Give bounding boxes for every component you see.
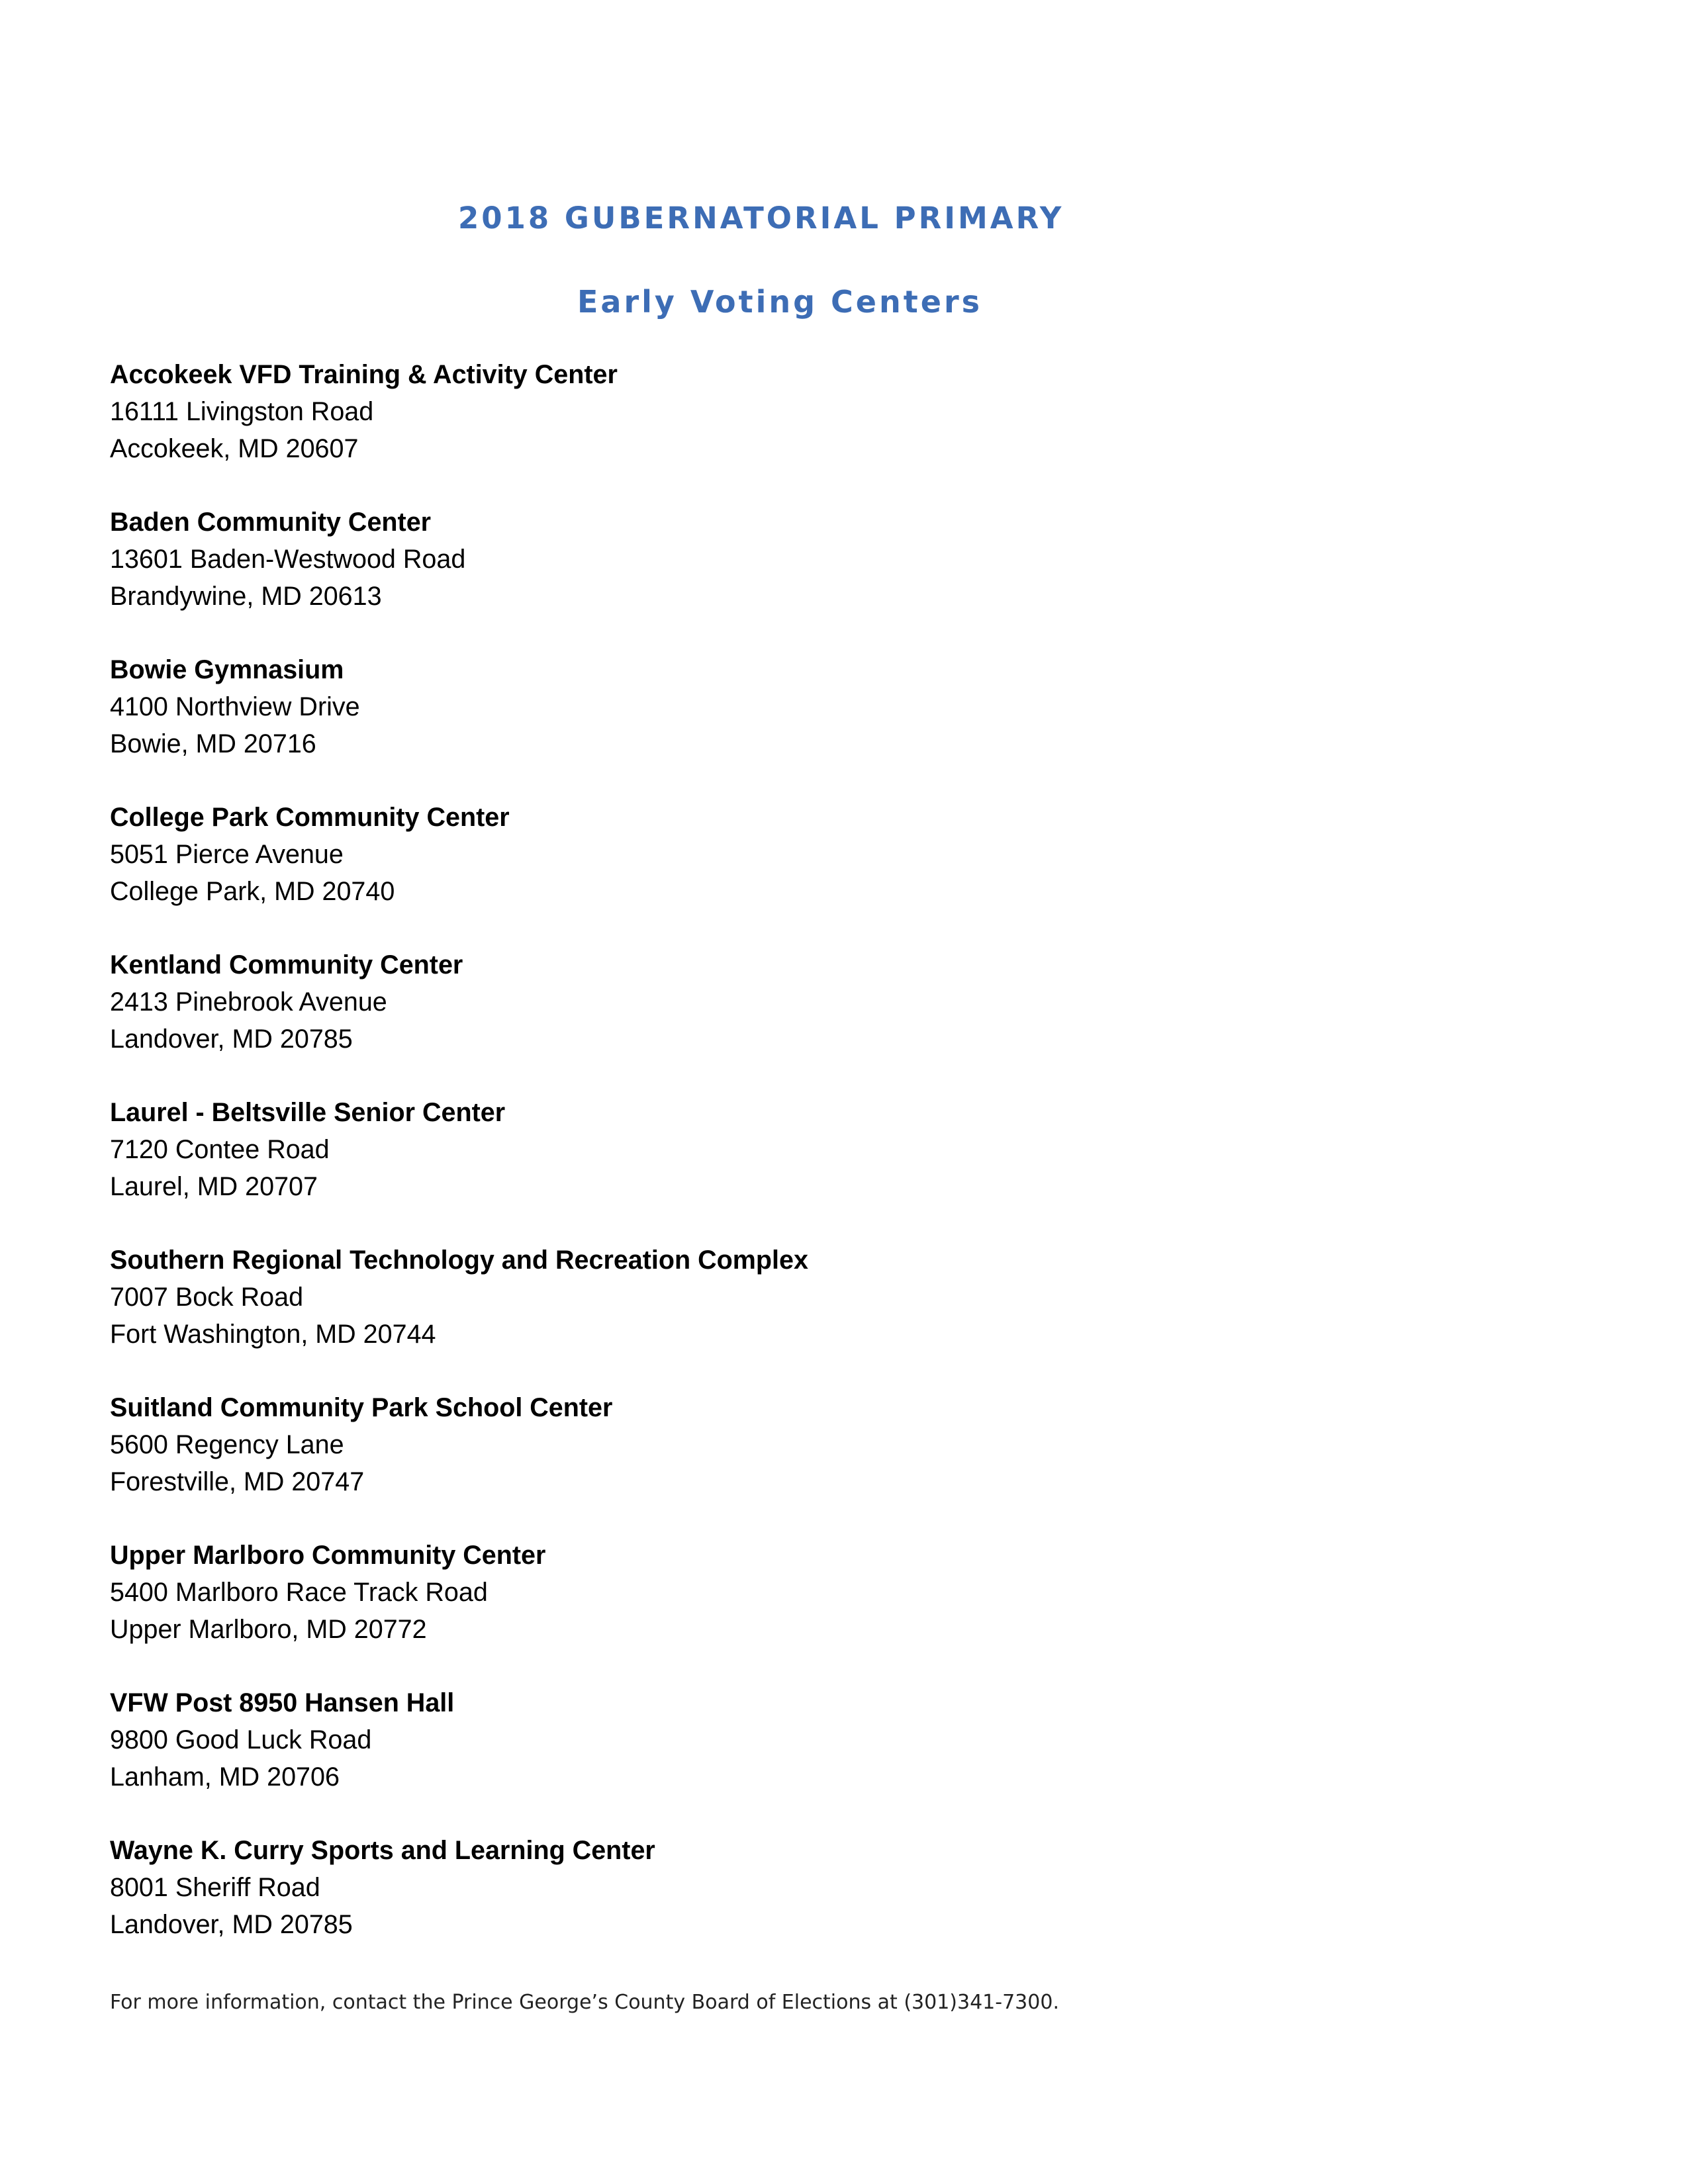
voting-center-entry (110, 504, 1566, 651)
center-city: Accokeek, MD 20607 (110, 434, 359, 463)
center-name: Suitland Community Park School Center (110, 1393, 613, 1422)
center-name: VFW Post 8950 Hansen Hall (110, 1688, 455, 1717)
center-city: Landover, MD 20785 (110, 1024, 353, 1054)
center-street: 9800 Good Luck Road (110, 1725, 372, 1754)
center-name: Laurel - Beltsville Senior Center (110, 1098, 506, 1127)
center-name: Upper Marlboro Community Center (110, 1541, 546, 1570)
page-subtitle: Early Voting Centers (577, 284, 983, 320)
center-street: 7007 Bock Road (110, 1283, 304, 1312)
center-name: Kentland Community Center (110, 950, 463, 979)
center-name: Wayne K. Curry Sports and Learning Center (110, 1836, 655, 1865)
center-city: Laurel, MD 20707 (110, 1172, 318, 1201)
center-city: Lanham, MD 20706 (110, 1762, 340, 1792)
voting-center-entry (110, 799, 1566, 946)
center-street: 7120 Contee Road (110, 1135, 330, 1164)
voting-center-entry (110, 1684, 1566, 1832)
voting-center-entry (110, 1832, 1566, 1979)
center-city: Landover, MD 20785 (110, 1910, 353, 1939)
center-street: 16111 Livingston Road (110, 397, 374, 426)
center-city: Upper Marlboro, MD 20772 (110, 1615, 427, 1644)
voting-center-list (110, 356, 1566, 1979)
voting-center-entry (110, 356, 1566, 504)
voting-center-entry (110, 1389, 1566, 1537)
center-name: Bowie Gymnasium (110, 655, 344, 684)
center-city: Bowie, MD 20716 (110, 729, 316, 758)
center-city: College Park, MD 20740 (110, 877, 395, 906)
center-city: Fort Washington, MD 20744 (110, 1320, 436, 1349)
center-city: Brandywine, MD 20613 (110, 582, 382, 611)
center-city: Forestville, MD 20747 (110, 1467, 365, 1496)
center-name: Southern Regional Technology and Recreation Complex (110, 1246, 808, 1275)
voting-center-entry (110, 946, 1566, 1094)
center-street: 5051 Pierce Avenue (110, 840, 344, 869)
contact-footer: For more information, contact the Prince George’s County Board of Elections at (301)341-7300. (110, 1991, 1059, 2014)
center-name: Baden Community Center (110, 508, 432, 537)
center-street: 2413 Pinebrook Avenue (110, 987, 387, 1017)
center-street: 5400 Marlboro Race Track Road (110, 1578, 488, 1607)
voting-center-entry (110, 1242, 1566, 1389)
center-street: 5600 Regency Lane (110, 1430, 344, 1459)
center-street: 8001 Sheriff Road (110, 1873, 320, 1902)
center-street: 4100 Northview Drive (110, 692, 360, 721)
voting-center-entry (110, 1094, 1566, 1242)
center-name: Accokeek VFD Training & Activity Center (110, 360, 618, 389)
center-name: College Park Community Center (110, 803, 510, 832)
voting-center-entry (110, 1537, 1566, 1684)
center-street: 13601 Baden-Westwood Road (110, 545, 466, 574)
page-title: 2018 GUBERNATORIAL PRIMARY (458, 201, 1064, 236)
voting-center-entry (110, 651, 1566, 799)
